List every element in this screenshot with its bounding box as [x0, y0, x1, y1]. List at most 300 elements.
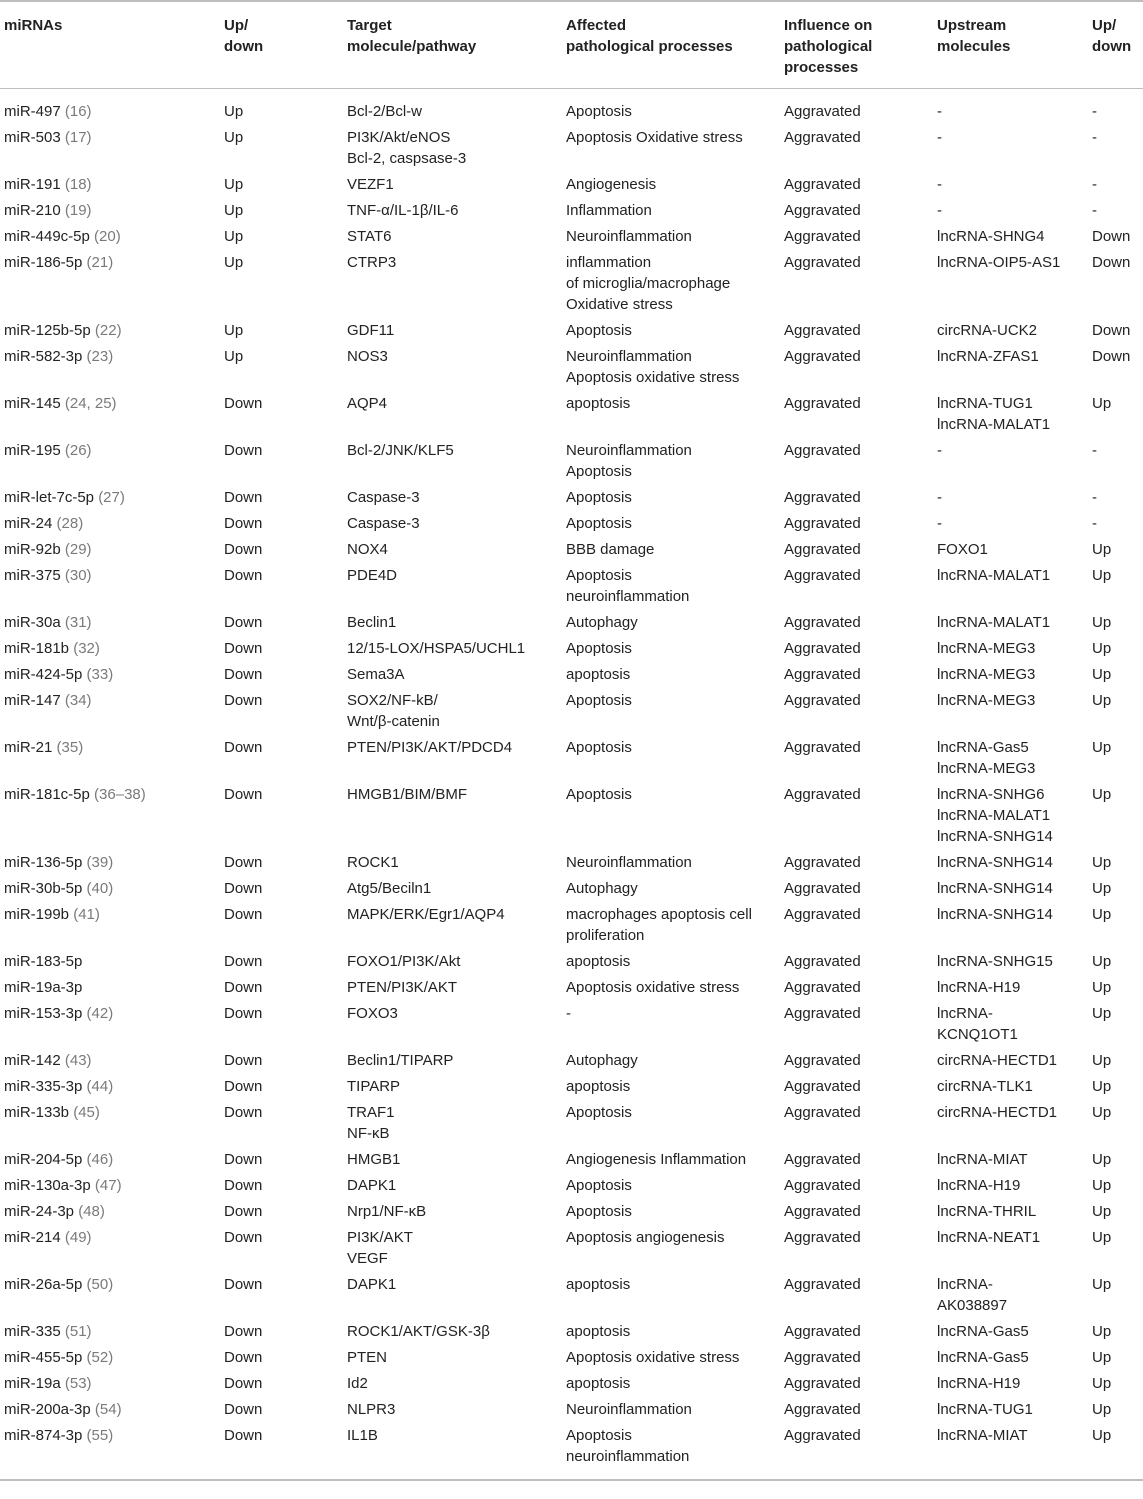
cell-mirna — [0, 876, 220, 902]
cell-influence: Aggravated — [784, 786, 861, 803]
cell-direction: Down — [224, 1401, 263, 1418]
table-row — [0, 1147, 1143, 1173]
cell-mirna — [0, 250, 220, 318]
table-row — [0, 563, 1143, 610]
cell-upstream-direction: Down — [1092, 228, 1131, 245]
table-row — [0, 438, 1143, 485]
cell-process: apoptosis — [566, 1078, 631, 1095]
table-row — [0, 250, 1143, 318]
cell-process: Apoptosis — [566, 739, 632, 756]
cell-influence: Aggravated — [784, 1229, 861, 1246]
reference-link[interactable]: (41) — [73, 906, 100, 923]
table-row — [0, 902, 1143, 949]
cell-upstream: lncRNA- AK038897 — [937, 1276, 1008, 1314]
cell-direction: Up — [224, 348, 244, 365]
cell-process: Angiogenesis — [566, 176, 657, 193]
cell-upstream-direction: Up — [1092, 1276, 1112, 1293]
reference-link[interactable]: (26) — [64, 442, 92, 459]
cell-upstream-direction: Down — [1092, 254, 1131, 271]
cell-upstream: lncRNA-MALAT1 — [937, 614, 1051, 631]
reference-link[interactable]: (21) — [86, 254, 114, 271]
cell-upstream: circRNA-UCK2 — [937, 322, 1038, 339]
cell-mirna — [0, 1272, 220, 1319]
cell-direction: Down — [224, 614, 263, 631]
cell-mirna — [0, 1225, 220, 1272]
cell-target: 12/15-LOX/HSPA5/UCHL1 — [347, 640, 526, 657]
cell-process: Neuroinflammation — [566, 854, 692, 871]
cell-mirna — [0, 1100, 220, 1147]
cell-upstream: FOXO1 — [937, 541, 988, 558]
cell-direction: Down — [224, 1203, 263, 1220]
cell-process: Apoptosis — [566, 786, 632, 803]
cell-target: Bcl-2/Bcl-w — [347, 103, 423, 120]
table-row — [0, 1319, 1143, 1345]
cell-upstream: lncRNA-THRIL — [937, 1203, 1037, 1220]
table-row — [0, 1272, 1143, 1319]
reference-link[interactable]: (51) — [64, 1323, 92, 1340]
cell-upstream-direction: Up — [1092, 1375, 1112, 1392]
table-row — [0, 125, 1143, 172]
table-row — [0, 975, 1143, 1001]
cell-upstream-direction: - — [1092, 129, 1097, 146]
mirna-name: miR-335-3p — [4, 1078, 83, 1095]
cell-upstream-direction: Up — [1092, 953, 1112, 970]
cell-upstream: lncRNA-SNHG14 — [937, 906, 1053, 923]
cell-process: - — [566, 1005, 571, 1022]
cell-upstream-direction: - — [1092, 442, 1097, 459]
cell-upstream: lncRNA-TUG1 lncRNA-MALAT1 — [937, 395, 1051, 433]
cell-target: PI3K/AKT VEGF — [347, 1229, 413, 1267]
reference-link[interactable]: (47) — [94, 1177, 122, 1194]
reference-link[interactable]: (54) — [94, 1401, 122, 1418]
cell-upstream-direction: Up — [1092, 1229, 1112, 1246]
cell-target: Caspase-3 — [347, 515, 420, 532]
cell-direction: Down — [224, 541, 263, 558]
mirna-name: miR-21 — [4, 739, 53, 756]
cell-upstream: lncRNA-Gas5 — [937, 1349, 1029, 1366]
cell-target: AQP4 — [347, 395, 388, 412]
cell-process: Apoptosis — [566, 103, 632, 120]
reference-link[interactable]: (16) — [64, 103, 92, 120]
cell-influence: Aggravated — [784, 1323, 861, 1340]
reference-link[interactable]: (53) — [64, 1375, 92, 1392]
reference-link[interactable]: (36–38) — [94, 786, 146, 803]
table-row — [0, 318, 1143, 344]
cell-mirna — [0, 782, 220, 850]
cell-target: PTEN/PI3K/AKT — [347, 979, 458, 996]
cell-upstream: lncRNA-MEG3 — [937, 640, 1036, 657]
reference-link[interactable]: (48) — [78, 1203, 105, 1220]
cell-direction: Up — [224, 129, 244, 146]
cell-process: Neuroinflammation — [566, 1401, 692, 1418]
mirna-name: miR-335 — [4, 1323, 61, 1340]
cell-process: Apoptosis Oxidative stress — [566, 129, 743, 146]
cell-mirna — [0, 1371, 220, 1397]
cell-upstream: lncRNA-MEG3 — [937, 692, 1036, 709]
cell-process: Apoptosis — [566, 692, 632, 709]
reference-link[interactable]: (19) — [64, 202, 92, 219]
cell-upstream: lncRNA-TUG1 — [937, 1401, 1033, 1418]
cell-upstream-direction: - — [1092, 103, 1097, 120]
cell-mirna — [0, 1397, 220, 1423]
cell-influence: Aggravated — [784, 1375, 861, 1392]
mirna-name: miR-26a-5p — [4, 1276, 83, 1293]
cell-direction: Down — [224, 1052, 263, 1069]
cell-influence: Aggravated — [784, 953, 861, 970]
cell-upstream: lncRNA- KCNQ1OT1 — [937, 1005, 1018, 1043]
mirna-name: miR-125b-5p — [4, 322, 91, 339]
mirna-name: miR-153-3p — [4, 1005, 83, 1022]
reference-link[interactable]: (28) — [56, 515, 84, 532]
cell-upstream: - — [937, 103, 942, 120]
table-row — [0, 1397, 1143, 1423]
cell-upstream: - — [937, 202, 942, 219]
cell-upstream-direction: Up — [1092, 614, 1112, 631]
cell-direction: Down — [224, 1276, 263, 1293]
cell-upstream: lncRNA-NEAT1 — [937, 1229, 1041, 1246]
cell-mirna — [0, 1319, 220, 1345]
mirna-name: miR-24-3p — [4, 1203, 75, 1220]
cell-process: macrophages apoptosis cell proliferation — [566, 906, 752, 944]
mirna-name: miR-199b — [4, 906, 70, 923]
reference-link[interactable]: (20) — [94, 228, 121, 245]
cell-upstream: lncRNA-OIP5-AS1 — [937, 254, 1061, 271]
cell-influence: Aggravated — [784, 739, 861, 756]
cell-target: CTRP3 — [347, 254, 397, 271]
reference-link[interactable]: (55) — [86, 1427, 114, 1444]
table-body — [0, 89, 1143, 1481]
cell-direction: Up — [224, 322, 244, 339]
mirna-name: miR-183-5p — [4, 953, 83, 970]
cell-upstream: lncRNA-MIAT — [933, 1423, 1088, 1480]
table-row — [0, 172, 1143, 198]
cell-upstream-direction: Up — [1092, 567, 1112, 584]
mirna-name: miR-200a-3p — [4, 1401, 91, 1418]
cell-direction: Up — [224, 202, 244, 219]
cell-upstream: - — [937, 489, 942, 506]
cell-mirna — [0, 688, 220, 735]
cell-target: ROCK1/AKT/GSK-3β — [347, 1323, 490, 1340]
reference-link[interactable]: (46) — [86, 1151, 114, 1168]
reference-link[interactable]: (32) — [73, 640, 100, 657]
cell-target: TNF-α/IL-1β/IL-6 — [347, 202, 459, 219]
mirna-name: miR-24 — [4, 515, 53, 532]
reference-link[interactable]: (39) — [86, 854, 114, 871]
mirna-name: miR-30b-5p — [4, 880, 83, 897]
cell-process: Apoptosis — [566, 1104, 632, 1121]
cell-mirna — [0, 1001, 220, 1048]
cell-upstream: - — [937, 176, 942, 193]
reference-link[interactable]: (31) — [64, 614, 92, 631]
cell-direction: Down — [224, 1349, 263, 1366]
cell-upstream-direction: - — [1092, 202, 1097, 219]
cell-upstream-direction: Up — [1092, 541, 1112, 558]
cell-process: apoptosis — [566, 1375, 631, 1392]
table-row — [0, 1173, 1143, 1199]
cell-influence: Aggravated — [784, 1177, 861, 1194]
cell-upstream-direction: Up — [1092, 666, 1112, 683]
cell-mirna — [0, 662, 220, 688]
cell-direction: Down — [224, 979, 263, 996]
table-row — [0, 1100, 1143, 1147]
table-row — [0, 1199, 1143, 1225]
cell-target: PTEN/PI3K/AKT/PDCD4 — [347, 739, 513, 756]
cell-upstream-direction: Up — [1092, 854, 1112, 871]
table-row — [0, 511, 1143, 537]
cell-upstream: lncRNA-SNHG6 lncRNA-MALAT1 lncRNA-SNHG14 — [937, 786, 1053, 845]
cell-influence: Aggravated — [784, 254, 861, 271]
cell-upstream: lncRNA-H19 — [937, 979, 1021, 996]
cell-mirna — [0, 344, 220, 391]
cell-target: TIPARP — [347, 1078, 401, 1095]
table-row — [0, 485, 1143, 511]
cell-direction: Up — [224, 103, 244, 120]
mirna-name: miR-582-3p — [4, 348, 83, 365]
cell-direction: Down — [224, 739, 263, 756]
cell-process: Autophagy — [566, 1052, 638, 1069]
cell-upstream: lncRNA-H19 — [937, 1375, 1021, 1392]
cell-direction: Down — [224, 640, 263, 657]
cell-mirna — [0, 125, 220, 172]
cell-target: VEZF1 — [347, 176, 394, 193]
cell-upstream-direction: - — [1092, 515, 1097, 532]
cell-mirna — [0, 1423, 220, 1480]
mirna-name: miR-186-5p — [4, 254, 83, 271]
mirna-name: miR-181b — [4, 640, 70, 657]
cell-upstream-direction: Up — [1092, 640, 1112, 657]
cell-mirna — [0, 438, 220, 485]
cell-mirna — [0, 1173, 220, 1199]
cell-influence: Aggravated — [784, 348, 861, 365]
table-row — [0, 1225, 1143, 1272]
cell-target: PDE4D — [347, 567, 398, 584]
cell-process: apoptosis — [566, 666, 631, 683]
cell-upstream: lncRNA-Gas5 — [937, 1323, 1029, 1340]
reference-link[interactable]: (34) — [64, 692, 92, 709]
reference-link[interactable]: (18) — [64, 176, 92, 193]
cell-direction: Down — [220, 1423, 343, 1480]
mirna-name: miR-204-5p — [4, 1151, 83, 1168]
cell-upstream-direction: Up — [1092, 1323, 1112, 1340]
cell-process: Apoptosis — [566, 515, 632, 532]
cell-upstream-direction: - — [1092, 489, 1097, 506]
reference-link[interactable]: (40) — [86, 880, 114, 897]
mirna-name: miR-195 — [4, 442, 61, 459]
cell-mirna — [0, 902, 220, 949]
cell-process: BBB damage — [566, 541, 655, 558]
cell-target: DAPK1 — [347, 1177, 397, 1194]
reference-link[interactable]: (24, 25) — [64, 395, 117, 412]
cell-mirna — [0, 485, 220, 511]
table-row — [0, 949, 1143, 975]
table-row — [0, 636, 1143, 662]
cell-mirna — [0, 636, 220, 662]
header-upstream: Upstream molecules — [933, 1, 1088, 89]
cell-influence: Aggravated — [784, 395, 861, 412]
reference-link[interactable]: (22) — [94, 322, 122, 339]
mirna-name: miR-874-3p — [4, 1427, 83, 1444]
cell-target: Sema3A — [347, 666, 405, 683]
cell-influence: Aggravated — [784, 202, 861, 219]
cell-influence: Aggravated — [784, 442, 861, 459]
mirna-name: miR-210 — [4, 202, 61, 219]
cell-process: Apoptosis — [566, 489, 632, 506]
reference-link[interactable]: (50) — [86, 1276, 114, 1293]
cell-direction: Down — [224, 1104, 263, 1121]
cell-process: Neuroinflammation Apoptosis oxidative stress — [566, 348, 740, 386]
reference-link[interactable]: (45) — [73, 1104, 100, 1121]
cell-influence: Aggravated — [784, 666, 861, 683]
cell-mirna — [0, 975, 220, 1001]
cell-influence: Aggravated — [784, 129, 861, 146]
cell-mirna — [0, 537, 220, 563]
cell-upstream-direction: Up — [1092, 786, 1112, 803]
table-row — [0, 1001, 1143, 1048]
cell-target: ROCK1 — [347, 854, 399, 871]
cell-target: Bcl-2/JNK/KLF5 — [347, 442, 454, 459]
cell-process: Apoptosis angiogenesis — [566, 1229, 725, 1246]
cell-target: NOS3 — [347, 348, 388, 365]
cell-process: Autophagy — [566, 614, 638, 631]
cell-influence: Aggravated — [784, 103, 861, 120]
mirna-name: miR-let-7c-5p — [4, 489, 95, 506]
cell-upstream: lncRNA-ZFAS1 — [937, 348, 1039, 365]
cell-mirna — [0, 391, 220, 438]
cell-upstream-direction: Up — [1092, 1177, 1112, 1194]
table-row — [0, 610, 1143, 636]
cell-influence: Aggravated — [784, 1005, 861, 1022]
reference-link[interactable]: (17) — [64, 129, 92, 146]
cell-upstream-direction: Up — [1092, 739, 1112, 756]
cell-direction: Down — [224, 854, 263, 871]
cell-mirna — [0, 1048, 220, 1074]
cell-influence: Aggravated — [784, 854, 861, 871]
mirna-name: miR-142 — [4, 1052, 61, 1069]
reference-link[interactable]: (44) — [86, 1078, 114, 1095]
cell-influence: Aggravated — [780, 1423, 933, 1480]
cell-direction: Down — [224, 786, 263, 803]
mirna-name: miR-92b — [4, 541, 61, 558]
mirna-name: miR-19a-3p — [4, 979, 83, 996]
cell-target: Beclin1 — [347, 614, 397, 631]
cell-influence: Aggravated — [784, 1276, 861, 1293]
cell-influence: Aggravated — [784, 880, 861, 897]
cell-upstream: lncRNA-MALAT1 — [937, 567, 1051, 584]
cell-process: Autophagy — [566, 880, 638, 897]
cell-influence: Aggravated — [784, 692, 861, 709]
mirna-name: miR-497 — [4, 103, 61, 120]
table-row — [0, 688, 1143, 735]
cell-influence: Aggravated — [784, 228, 861, 245]
reference-link[interactable]: (42) — [86, 1005, 114, 1022]
cell-influence: Aggravated — [784, 979, 861, 996]
cell-upstream-direction: Up — [1092, 1151, 1112, 1168]
cell-target: Atg5/Beciln1 — [347, 880, 432, 897]
cell-target: HMGB1/BIM/BMF — [347, 786, 468, 803]
cell-target: MAPK/ERK/Egr1/AQP4 — [347, 906, 505, 923]
cell-mirna — [0, 1147, 220, 1173]
cell-process: Apoptosis — [566, 1203, 632, 1220]
mirna-name: miR-30a — [4, 614, 61, 631]
mirna-name: miR-130a-3p — [4, 1177, 91, 1194]
cell-target: Caspase-3 — [347, 489, 420, 506]
cell-target: STAT6 — [347, 228, 392, 245]
cell-direction: Down — [224, 1078, 263, 1095]
cell-upstream: lncRNA-MEG3 — [937, 666, 1036, 683]
reference-link[interactable]: (23) — [86, 348, 114, 365]
header-up-down: Up/ down — [220, 1, 343, 89]
cell-influence: Aggravated — [784, 489, 861, 506]
table-row — [0, 391, 1143, 438]
cell-influence: Aggravated — [784, 1078, 861, 1095]
mirna-name: miR-214 — [4, 1229, 61, 1246]
cell-influence: Aggravated — [784, 1052, 861, 1069]
mirna-name: miR-181c-5p — [4, 786, 90, 803]
header-target: Target molecule/pathway — [343, 1, 562, 89]
cell-process: Neuroinflammation — [566, 228, 692, 245]
cell-process: Angiogenesis Inflammation — [566, 1151, 747, 1168]
reference-link[interactable]: (29) — [64, 541, 92, 558]
table-row — [0, 876, 1143, 902]
table-row — [0, 850, 1143, 876]
cell-upstream-direction: Up — [1092, 692, 1112, 709]
table-row — [0, 89, 1143, 126]
cell-process: inflammation of microglia/macrophage Oxidative stress — [566, 254, 731, 313]
cell-process: apoptosis — [566, 1323, 631, 1340]
cell-influence: Aggravated — [784, 322, 861, 339]
cell-influence: Aggravated — [784, 541, 861, 558]
cell-target: IL1B — [343, 1423, 562, 1480]
cell-upstream-direction: Up — [1092, 880, 1112, 897]
cell-influence: Aggravated — [784, 1104, 861, 1121]
cell-influence: Aggravated — [784, 515, 861, 532]
cell-direction: Down — [224, 567, 263, 584]
mirna-name: miR-19a — [4, 1375, 61, 1392]
table-row — [0, 782, 1143, 850]
table-row — [0, 1423, 1143, 1480]
cell-influence: Aggravated — [784, 640, 861, 657]
reference-link[interactable]: (33) — [86, 666, 114, 683]
cell-influence: Aggravated — [784, 567, 861, 584]
mirna-name: miR-147 — [4, 692, 61, 709]
cell-upstream: lncRNA-SHNG4 — [937, 228, 1045, 245]
table-row — [0, 198, 1143, 224]
cell-direction: Down — [224, 1151, 263, 1168]
cell-upstream-direction: Up — [1092, 1005, 1112, 1022]
cell-upstream-direction: Up — [1092, 1349, 1112, 1366]
table-row — [0, 735, 1143, 782]
cell-process: Neuroinflammation Apoptosis — [566, 442, 692, 480]
reference-link[interactable]: (43) — [64, 1052, 92, 1069]
cell-upstream: lncRNA-SNHG15 — [937, 953, 1053, 970]
cell-process: Apoptosis neuroinflammation — [566, 567, 690, 605]
reference-link[interactable]: (27) — [98, 489, 125, 506]
cell-influence: Aggravated — [784, 176, 861, 193]
cell-process: Apoptosis — [566, 640, 632, 657]
cell-upstream-direction: - — [1092, 176, 1097, 193]
reference-link[interactable]: (30) — [64, 567, 92, 584]
reference-link[interactable]: (35) — [56, 739, 84, 756]
cell-upstream: circRNA-HECTD1 — [937, 1104, 1057, 1121]
cell-direction: Up — [224, 176, 244, 193]
cell-upstream: circRNA-TLK1 — [937, 1078, 1033, 1095]
reference-link[interactable]: (49) — [64, 1229, 92, 1246]
mirna-name: miR-424-5p — [4, 666, 83, 683]
reference-link[interactable]: (52) — [86, 1349, 114, 1366]
cell-upstream: lncRNA-Gas5 lncRNA-MEG3 — [937, 739, 1036, 777]
table-row — [0, 662, 1143, 688]
cell-direction: Down — [224, 692, 263, 709]
